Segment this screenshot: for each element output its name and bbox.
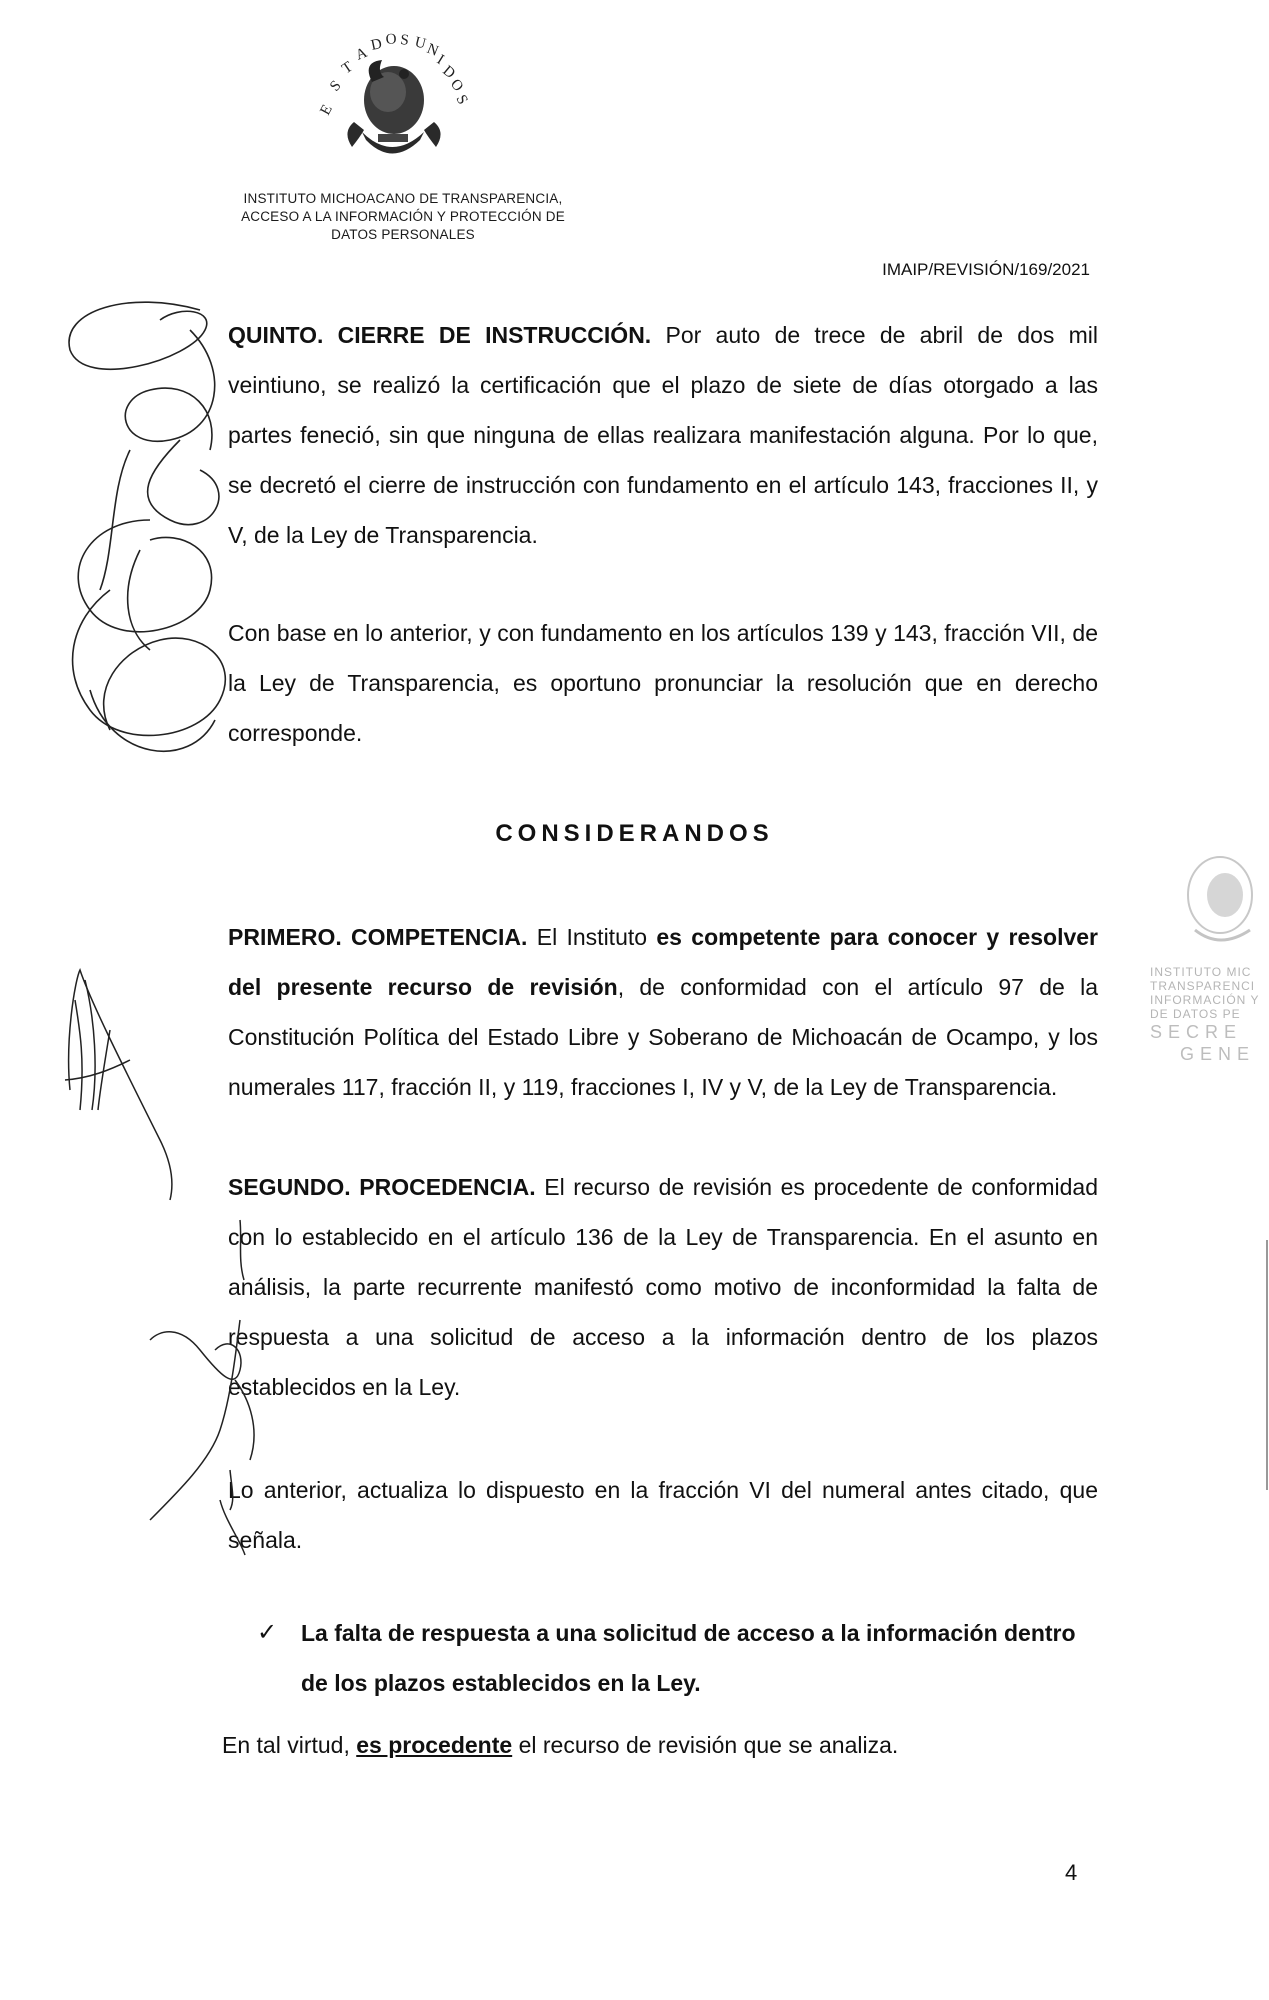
checkmark-icon: ✓ [257,1619,278,1646]
paragraph-text: , de conformidad con el artículo 97 de la Constitución Política del Estado Libre y Soberano de Michoacán de Ocampo, y los numerales 117, fracción II, y 119, fracciones I, IV y V, de la Ley de Transparencia. [228,974,1099,1100]
paragraph-base [228,608,1098,758]
institute-line: DATOS PERSONALES [331,227,475,242]
svg-text:O: O [446,76,467,95]
paragraph-text: En tal virtud, [222,1732,357,1758]
svg-text:D: D [369,36,384,54]
stamp-line: GENE [1180,1044,1256,1064]
mexican-coat-of-arms-icon [302,22,482,172]
paragraph-quinto [228,310,1098,560]
paragraph-text: Por auto de trece de abril de dos mil veintiuno, se realizó la certificación que el plazo de siete de días otorgado a las partes feneció, sin que ninguna de ellas realizara manifestación alguna. Por lo que, se decretó el cierre de instrucción con fundamento en el artículo 143, fracciones II, y V, de la Ley de Transparencia. [228,322,1099,548]
page-edge-line [1266,1240,1268,1490]
handwritten-initial-icon [50,960,190,1220]
svg-text:D: D [439,62,459,83]
stamp-line: SECRE [1150,1022,1243,1042]
institute-name [238,190,568,244]
paragraph-primero [228,912,1098,1112]
handwritten-mark-icon [140,1200,280,1560]
stamp-text [1150,965,1259,1065]
paragraph-text: El recurso de revisión es procedente de conformidad con lo establecido en el artículo 136 de la Ley de Transparencia. En el asunto en análisis, la parte recurrente manifestó como motivo de inconformidad la falta de respuesta a una solicitud de acceso a la información dentro de los plazos establecidos en la Ley. [228,1174,1098,1400]
stamp-line: DE DATOS PE [1150,1007,1241,1021]
section-title: PRIMERO. COMPETENCIA. [228,924,528,950]
stamp-seal-icon [1165,840,1255,950]
checklist-item [257,1608,1100,1708]
considerandos-heading: CONSIDERANDOS [495,820,774,847]
section-title: QUINTO. CIERRE DE INSTRUCCIÓN. [228,322,652,348]
paragraph-text: Lo anterior, actualiza lo dispuesto en la fracción VI del numeral antes citado, que señala. [228,1477,1098,1553]
section-title: SEGUNDO. PROCEDENCIA. [228,1174,536,1200]
paragraph-final [222,1720,1122,1770]
institute-line: INSTITUTO MICHOACANO DE TRANSPARENCIA, [243,191,563,206]
svg-text:O: O [385,31,398,48]
svg-text:U: U [413,34,428,53]
svg-text:S: S [327,77,345,95]
stamp-line: INFORMACIÓN Y [1150,993,1260,1007]
case-number: IMAIP/REVISIÓN/169/2021 [882,260,1090,279]
svg-text:N: N [424,40,441,60]
handwritten-signature-icon [30,290,230,790]
paragraph-text: El Instituto [527,924,657,950]
stamp-line: TRANSPARENCI [1150,979,1256,993]
stamp-line: INSTITUTO MIC [1150,965,1252,979]
svg-text:I: I [433,51,447,69]
paragraph-segundo [228,1162,1098,1412]
svg-text:S: S [452,92,471,108]
paragraph-anterior [228,1465,1098,1565]
svg-text:S: S [399,32,410,49]
underlined-text: es procedente [356,1732,513,1758]
institute-line: ACCESO A LA INFORMACIÓN Y PROTECCIÓN DE [241,209,565,224]
page-number: 4 [1065,1860,1078,1885]
svg-text:A: A [353,44,370,64]
paragraph-text: Con base en lo anterior, y con fundamento en los artículos 139 y 143, fracción VII, de la Ley de Transparencia, es oportuno pronunciar la resolución que en derecho corresponde. [228,620,1098,746]
checklist-text: La falta de respuesta a una solicitud de acceso a la información dentro de los plazos establecidos en la Ley. [301,1620,1076,1696]
svg-text:T: T [339,58,356,78]
paragraph-text: el recurso de revisión que se analiza. [512,1732,899,1758]
paragraph-bold-text: es competente para conocer y resolver del presente recurso de revisión [228,924,1098,1000]
institutional-stamp [1125,840,1269,1140]
svg-text:E: E [317,102,336,118]
